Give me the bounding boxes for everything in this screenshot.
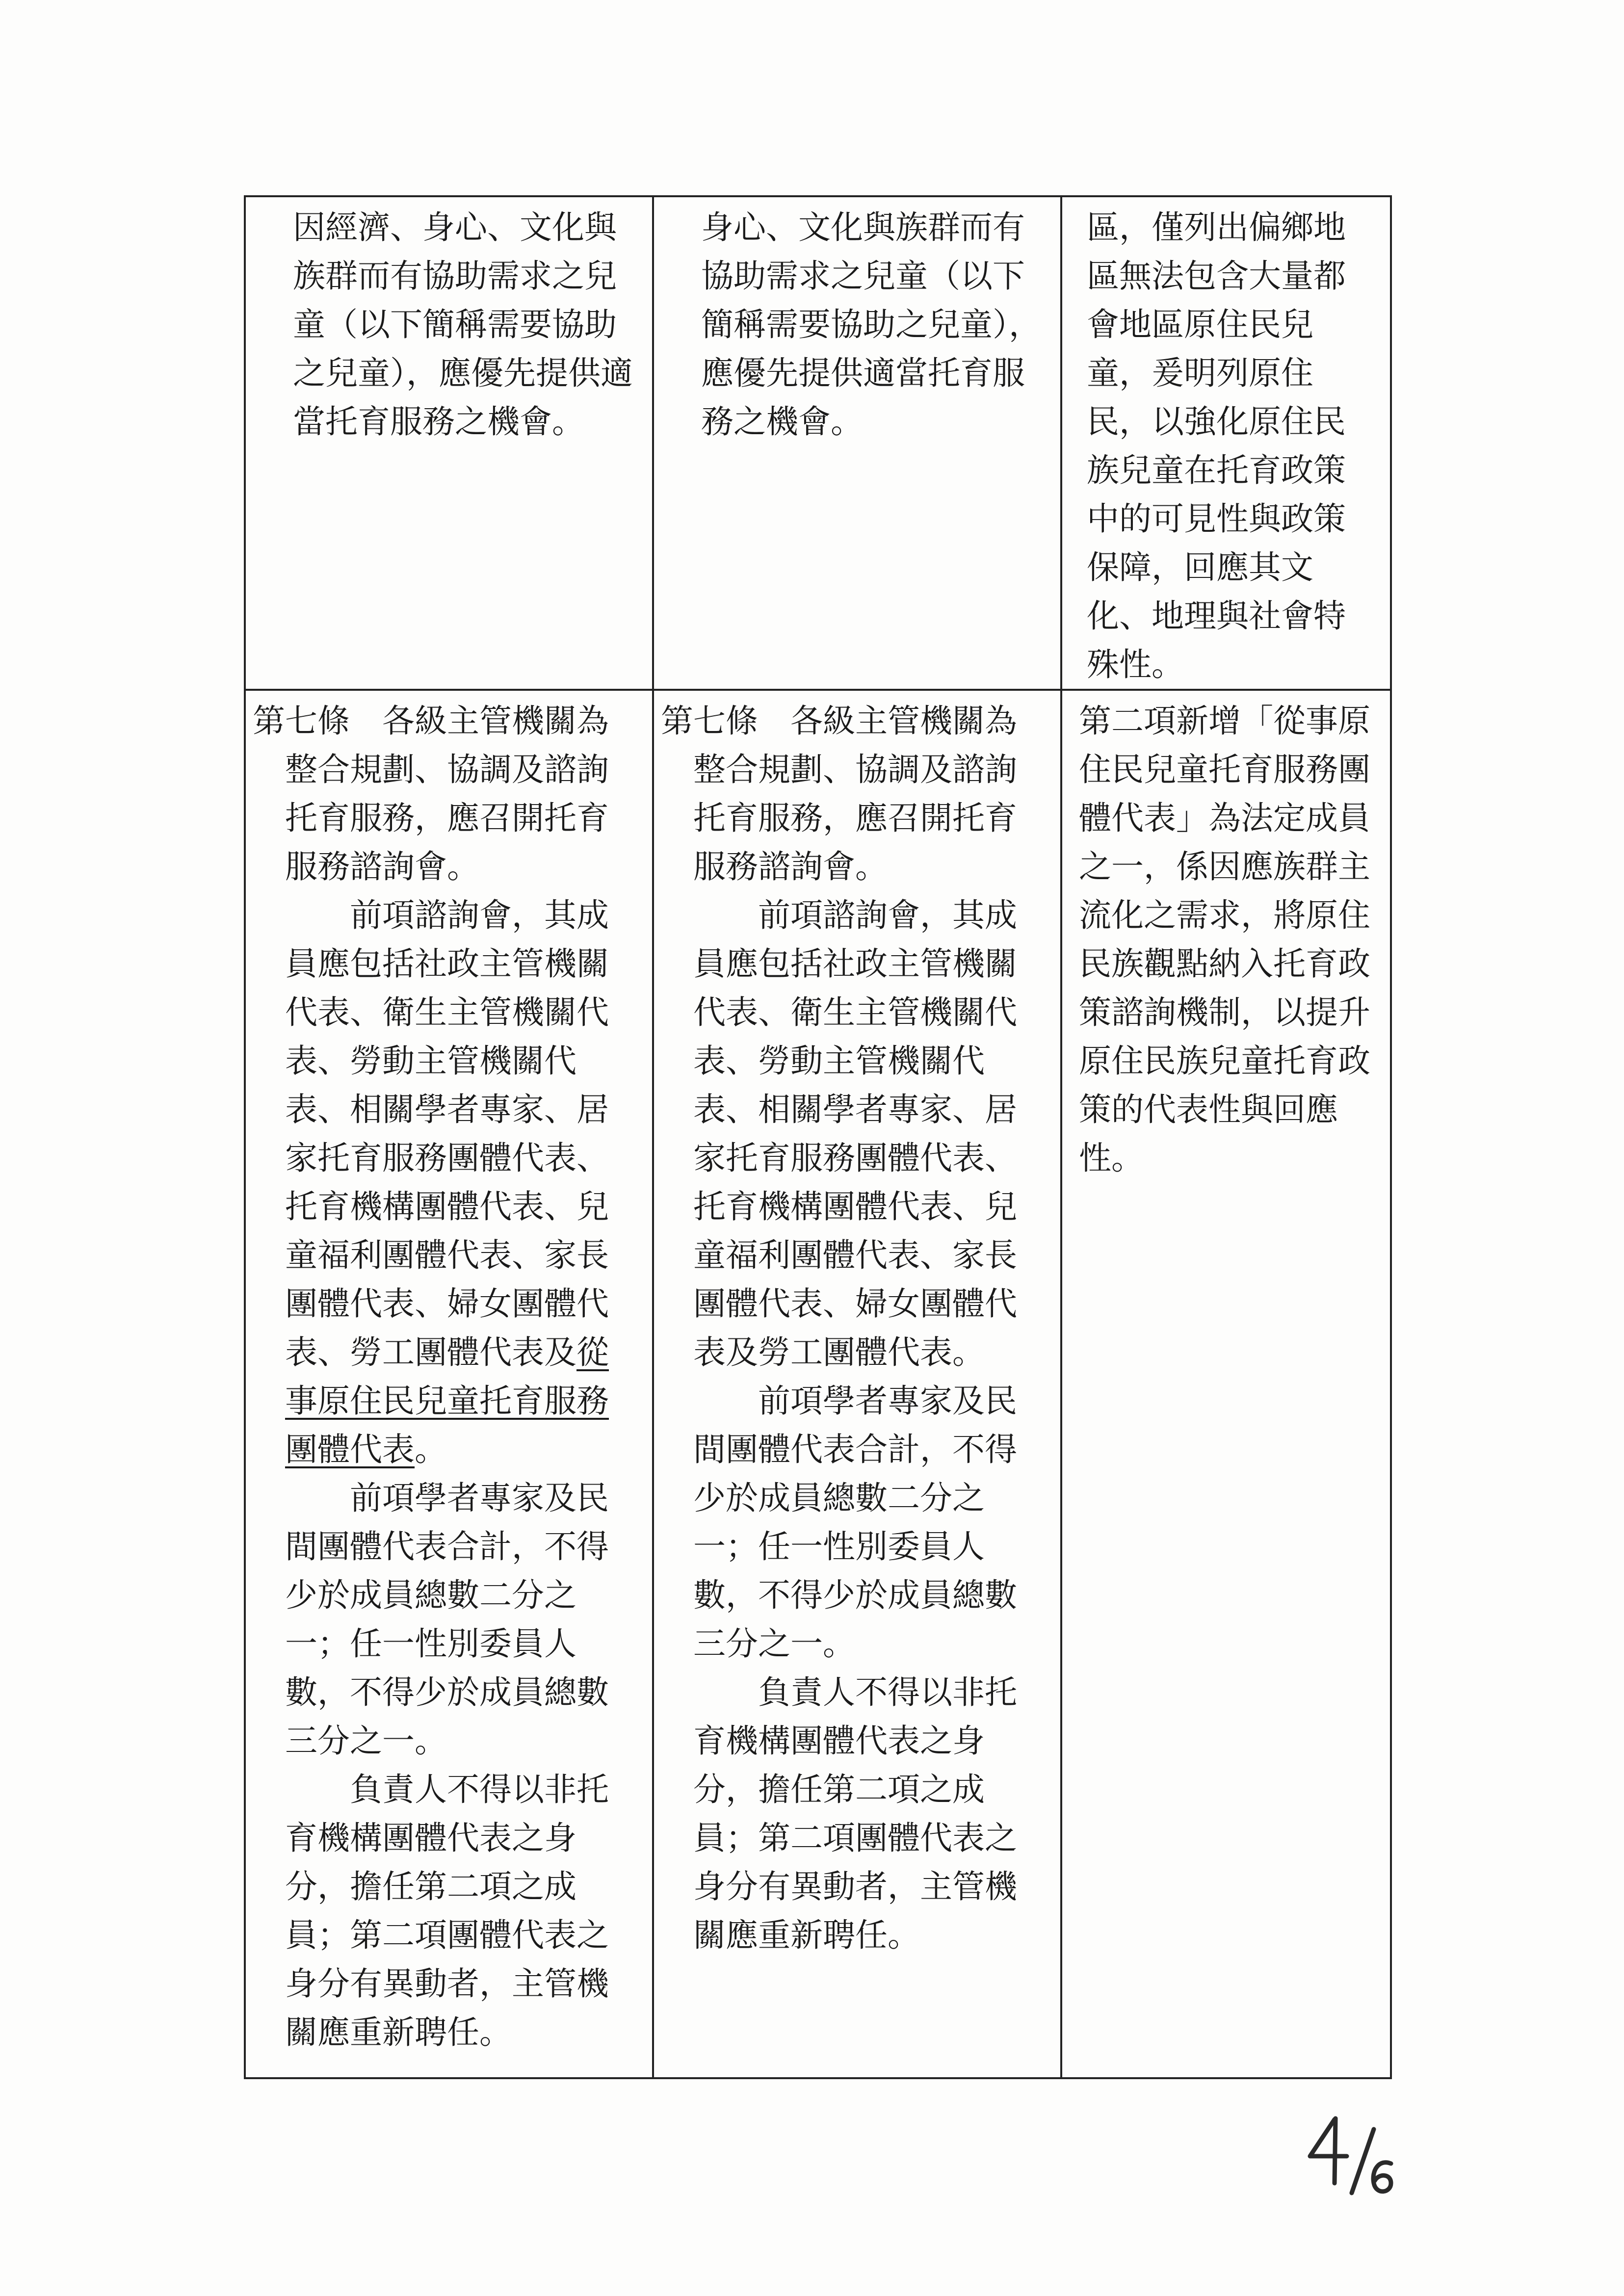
article-heading: 第七條 各級主管機關為整合規劃、協調及諮詢托育服務，應召開托育服務諮詢會。 [661, 702, 1017, 886]
paragraph-text: 前項諮詢會，其成員應包括社政主管機關代表、衛生主管機關代表、勞動主管機關代表、相關學者專家、居家托育服務團體代表、托育機構團體代表、兒童福利團體代表、家長團體代表、婦女團體代表及勞工團體代表。 [693, 896, 1017, 1371]
current-text: 身心、文化與族群而有協助需求之兒童（以下簡稱需要協助之兒童），應優先提供適當托育服務之機會。 [701, 209, 1041, 441]
paragraph-text: 前項諮詢會，其成員應包括社政主管機關代表、衛生主管機關代表、勞動主管機關代表、相關學者專家、居家托育服務團體代表、托育機構團體代表、兒童福利團體代表、家長團體代表、婦女團體代表、勞工團體代表及 [285, 896, 609, 1371]
current-text-cell [653, 196, 1061, 690]
explanation-text: 區，僅列出偏鄉地區無法包含大量都會地區原住民兒童，爰明列原住民，以強化原住民族兒童在托育政策中的可見性與政策保障，回應其文化、地理與社會特殊性。 [1087, 209, 1346, 683]
article-paragraph [253, 1474, 637, 1765]
table-row [245, 690, 1391, 2078]
explanation-cell [1061, 690, 1391, 2078]
table-row [245, 196, 1391, 690]
article-heading: 第七條 各級主管機關為整合規劃、協調及諮詢托育服務，應召開托育服務諮詢會。 [253, 702, 609, 886]
article-paragraph [253, 1765, 637, 2057]
amended-text-cell [245, 690, 653, 2078]
current-text-cell [653, 690, 1061, 2078]
article-paragraph [253, 891, 637, 1474]
article-paragraph [661, 1377, 1046, 1668]
underlined-amendment: 從事原住民兒童托育服務團體代表 [285, 1333, 609, 1468]
comparison-table [244, 195, 1392, 2079]
paragraph-text: 負責人不得以非托育機構團體代表之身分，擔任第二項之成員；第二項團體代表之身分有異動者，主管機關應重新聘任。 [285, 1771, 609, 2051]
handwritten-page-number [1300, 2110, 1398, 2198]
amended-text-cell [245, 196, 653, 690]
paragraph-text: 負責人不得以非托育機構團體代表之身分，擔任第二項之成員；第二項團體代表之身分有異動者，主管機關應重新聘任。 [693, 1673, 1017, 1954]
paragraph-text: 前項學者專家及民間團體代表合計，不得少於成員總數二分之一；任一性別委員人數，不得少於成員總數三分之一。 [693, 1382, 1017, 1663]
explanation-cell [1061, 196, 1391, 690]
paragraph-end: 。 [415, 1431, 447, 1468]
article-paragraph [661, 1668, 1046, 1959]
explanation-text: 第二項新增「從事原住民兒童托育服務團體代表」為法定成員之一，係因應族群主流化之需求，將原住民族觀點納入托育政策諮詢機制，以提升原住民族兒童托育政策的代表性與回應性。 [1079, 702, 1370, 1177]
amended-text: 因經濟、身心、文化與族群而有協助需求之兒童（以下簡稱需要協助之兒童），應優先提供適當托育服務之機會。 [293, 209, 633, 441]
article-paragraph [661, 891, 1046, 1377]
paragraph-text: 前項學者專家及民間團體代表合計，不得少於成員總數二分之一；任一性別委員人數，不得少於成員總數三分之一。 [285, 1479, 609, 1760]
